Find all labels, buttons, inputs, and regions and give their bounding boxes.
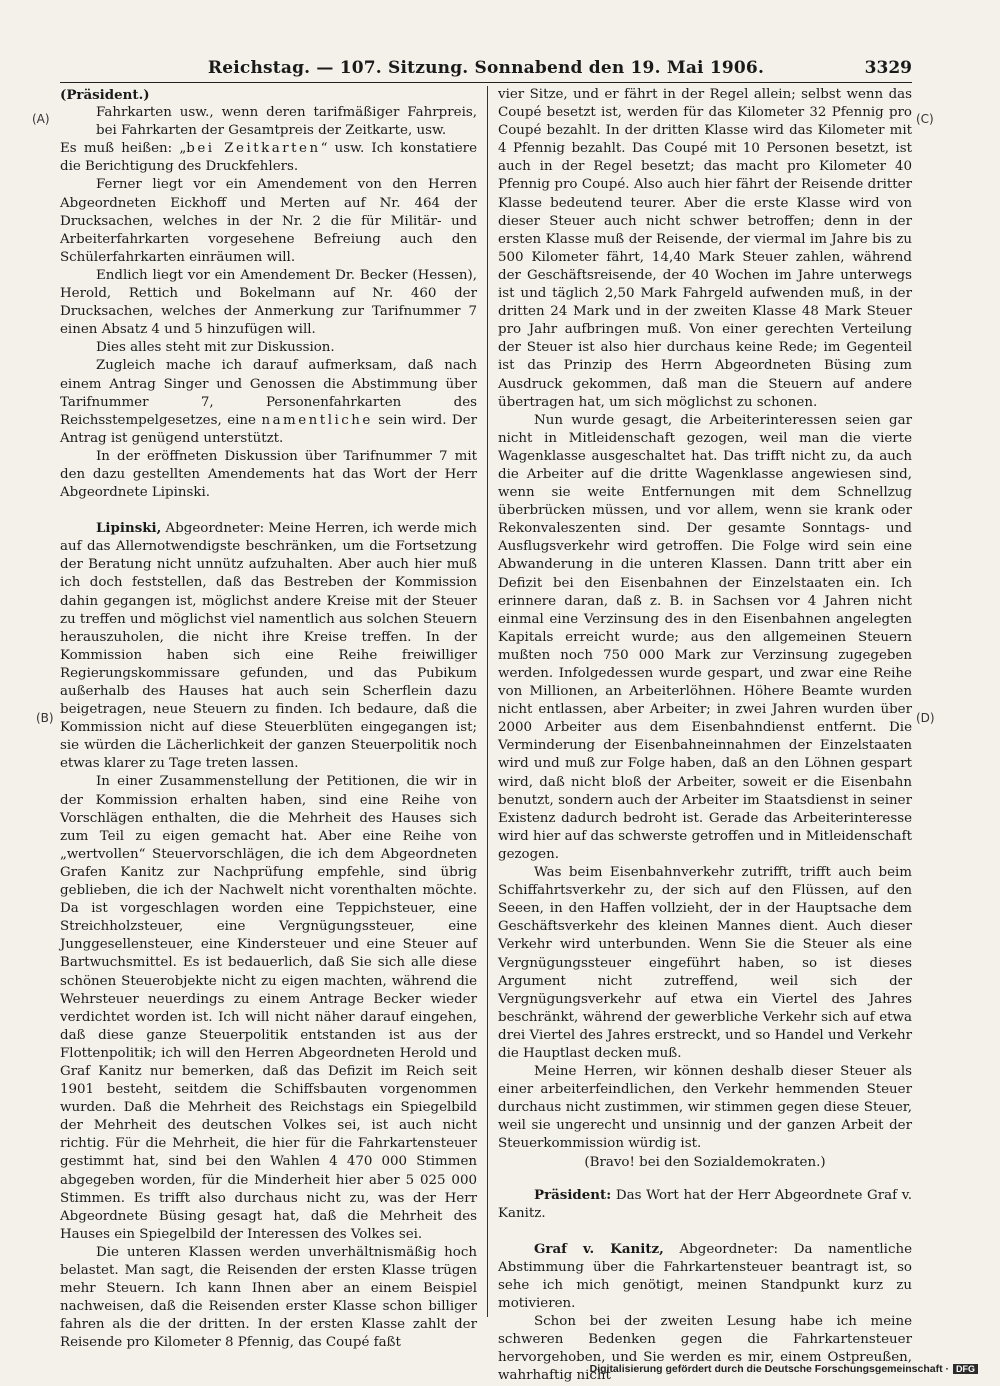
header-rule	[60, 82, 912, 83]
text-run: Das Wort hat der Herr Abgeordnete Graf v. Kanitz.	[498, 1187, 912, 1221]
speaker-head: (Präsident.)	[60, 87, 150, 103]
paragraph	[60, 140, 477, 176]
running-head-title: Reichstag. — 107. Sitzung. Sonnabend den 19. Mai 1906.	[207, 58, 765, 78]
applause-note: (Bravo! bei den Sozialdemokraten.)	[584, 1154, 826, 1170]
margin-mark-c: (C)	[916, 112, 934, 126]
paragraph: Nun wurde gesagt, die Arbeiterinteressen seien gar nicht in Mitleidenschaft gezogen, weil man die vierte Wagenklasse ausgeschaltet hat. Das trifft nicht zu, da auch die Arbeiter auf die dritte Wagenklasse angewiesen sind, wenn sie weite Entfernungen mit dem Schnellzug überbrücken müssen, und vor allem, wenn sie krank oder Rekonvaleszenten sind. Der gesamte Sonntags- und Ausflugsverkehr wird getroffen. Die Folge wird sein eine Abwanderung in die unteren Klassen. Dann tritt aber ein Defizit bei den Eisenbahnen der Einzelstaaten ein. Ich erinnere daran, daß z. B. in Sachsen vor 4 Jahren nicht einmal eine Verzinsung des in den Eisenbahnen angelegten Kapitals erreicht wurde; aus den allgemeinen Steuern mußten noch 750 000 Mark zur Verzinsung zugegeben werden. Infolgedessen wurde gespart, und zwar eine Reihe von Millionen, an Arbeiterlöhnen. Höhere Beamte wurden nicht entlassen, aber Arbeiter; in zwei Jahren wurden über 2000 Arbeiter aus dem Eisenbahndienst entfernt. Die Verminderung der Eisenbahneinnahmen der Einzelstaaten wird und muß zur Folge haben, daß an den Löhnen gespart wird, daß nicht bloß der Arbeiter, soweit er die Eisenbahn benutzt, sondern auch der Arbeiter im Staatsdienst in seiner Existenz dadurch bedroht ist. Gerade das Arbeiterinteresse wird hier auf das schwerste getroffen und in Mitleidenschaft gezogen.	[498, 412, 912, 862]
running-header	[60, 58, 912, 82]
speaker-name: Graf v. Kanitz,	[534, 1240, 664, 1257]
speaker-name: Lipinski,	[96, 520, 162, 537]
spaced-text: bei Zeitkarten	[186, 141, 321, 157]
speaker-role: Abgeordneter:	[663, 1241, 794, 1257]
paragraph: In einer Zusammenstellung der Petitionen, die wir in der Kommission erhalten haben, sind eine Reihe von Vorschlägen enthalten, die die Mehrheit des Hauses sich zum Teil zu eigen gemacht hat. Aber eine Reihe von „wertvollen“ Steuervorschlägen, die ich dem Abgeordneten Grafen Kanitz zur Nachprüfung empfehle, sind übrig geblieben, die ich der Nachwelt nicht vorenthalten möchte. Da ist vorgeschlagen worden eine Teppichsteuer, eine Streichholzsteuer, eine Vergnügungssteuer, eine Junggesellensteuer, eine Kindersteuer und eine Steuer auf Bartwuchsmittel. Es ist bedauerlich, daß Sie sich alle diese schönen Steuerobjekte nicht zu eigen machten, während die Wehrsteuer neuerdings zu einem Antrage Becker wieder verdichtet worden ist. Ich will nicht näher darauf eingehen, daß diese ganze Steuerpolitik entstanden ist aus der Flottenpolitik; ich will den Herren Abgeordneten Herold und Graf Kanitz nur bemerken, daß das Defizit im Reich seit 1901 besteht, seitdem die Schiffsbauten vorgenommen wurden. Daß die Mehrheit des Reichstags ein Spiegelbild der Mehrheit des deutschen Volkes sei, ist auch nicht richtig. Für die Mehrheit, die hier für die Fahrkartensteuer gestimmt hat, sind bei den Wahlen 4 470 000 Stimmen abgegeben worden, für die Minderheit hier aber 5 025 000 Stimmen. Es trifft also durchaus nicht zu, was der Herr Abgeordnete Büsing gesagt hat, daß die Mehrheit des Hauses ein Spiegelbild der Interessen des Volkes sei.	[60, 774, 477, 1242]
speech-president	[498, 1186, 912, 1223]
paragraph: Meine Herren, wir können deshalb dieser Steuer als einer arbeiterfeindlichen, den Verkehr hemmenden Steuer durchaus nicht zustimmen, wir stimmen gegen diese Steuer, weil sie ungerecht und unsinnig und der ganzen Arbeit der Steuerkommission würdig ist.	[498, 1064, 912, 1152]
text-run: Da namentliche Abstimmung über die Fahrkartensteuer beantragt ist, so sehe ich mich genötigt, meinen Standpunkt kurz zu motivieren.	[498, 1241, 913, 1312]
paragraph: vier Sitze, und er fährt in der Regel allein; selbst wenn das Coupé besetzt ist, werden für das Kilometer 32 Pfennig pro Coupé bezahlt. In der dritten Klasse wird das Kilometer mit 4 Pfennig bezahlt. Das Coupé mit 10 Personen besetzt, ist auch in der Regel besetzt; das macht pro Kilometer 40 Pfennig pro Coupé. Also auch hier fährt der Reisende dritter Klasse bedeutend teurer. Aber die erste Klasse wird von dieser Steuer auch nicht schwer betroffen; denn in der ersten Klasse muß der Reisende, der viermal im Jahre bis zu 500 Kilometer fährt, 14,40 Mark Steuer zahlen, während der Geschäftsreisende, der 40 Wochen im Jahre unterwegs ist und täglich 2,50 Mark Fahrgeld aufwenden muß, in der dritten 24 Mark und in der zweiten Klasse 48 Mark Steuer pro Jahr aufbringen muß. Von einer gerechten Verteilung der Steuer ist also hier durchaus keine Rede; im Gegenteil ist das Prinzip des Herrn Abgeordneten Büsing zum Ausdruck gekommen, daß man die Steuern auf andere übertragen hat, um sich möglichst zu schonen.	[498, 87, 912, 410]
paragraph: Die unteren Klassen werden unverhältnismäßig hoch belastet. Man sagt, die Reisenden der ersten Klasse trügen mehr Steuern. Ich kann Ihnen aber an einem Beispiel nachweisen, daß die Reisenden erster Klasse schon billiger fahren als die der dritten. In der ersten Klasse zahlt der Reisende pro Kilometer 8 Pfennig, das Coupé faßt	[60, 1244, 477, 1351]
speech-kanitz	[498, 1240, 912, 1313]
speaker-role: Abgeordneter:	[161, 521, 269, 537]
paragraph	[60, 357, 477, 447]
margin-mark-b: (B)	[36, 711, 54, 725]
paragraph: Was beim Eisenbahnverkehr zutrifft, trifft auch beim Schiffahrtsverkehr zu, der sich auf den Flüssen, auf den Seeen, in den Haffen vollzieht, der in der Hauptsache dem Geschäftsverkehr des kleinen Mannes dient. Auch dieser Verkehr wird unterbunden. Wenn Sie die Steuer als eine Vergnügungssteuer eingeführt haben, so ist dieses Argument nicht zutreffend, weil sich der Vergnügungsverkehr auf etwa ein Viertel des Jahres beschränkt, während der gewerbliche Verkehr sich auf etwa drei Viertel des Jahres erstreckt, und so Handel und Verkehr die Hauptlast decken muß.	[498, 865, 912, 1061]
text-run: Meine Herren, ich werde mich auf das Allernotwendigste beschränken, um die Fortsetzung der Beratung nicht unnütz aufzuhalten. Aber auch hier muß ich doch feststellen, daß das Bestreben der Kommission dahin gegangen ist, möglichst andere Kreise mit der Steuer zu treffen und möglichst viel namentlich aus solchen Steuern herauszuholen, die nicht ihre Kreise treffen. In der Kommission haben sich eine Reihe freiwilliger Regierungskommissare gefunden, und das Pubikum außerhalb des Hauses hat auch sein Scherflein dazu beigetragen, neue Steuern zu finden. Ich bedaure, daß die Kommission nicht auf diese Steuerblüten eingegangen ist; sie würden die Lächerlichkeit der ganzen Steuerpolitik noch etwas klarer zu Tage treten lassen.	[60, 521, 478, 772]
right-column	[498, 86, 912, 1386]
paragraph: Endlich liegt vor ein Amendement Dr. Becker (Hessen), Herold, Rettich und Bokelmann auf Nr. 460 der Drucksachen, welches der Anmerkung zur Tarifnummer 7 einen Absatz 4 und 5 hinzufügen will.	[60, 267, 477, 338]
paragraph: In der eröffneten Diskussion über Tarifnummer 7 mit den dazu gestellten Amendements hat das Wort der Herr Abgeordnete Lipinski.	[60, 448, 477, 501]
page-number: 3329	[864, 58, 912, 78]
margin-mark-d: (D)	[916, 711, 935, 725]
text-run: Zugleich mache ich darauf aufmerksam, daß nach einem Antrag Singer und Genossen die Abstimmung über Tarifnummer 7, Personenfahrkarten des Reichsstempelgesetzes, eine	[60, 358, 477, 428]
paragraph: Dies alles steht mit zur Diskussion.	[96, 340, 335, 356]
left-column	[60, 86, 477, 1352]
margin-mark-a: (A)	[32, 112, 50, 126]
spaced-text: namentliche	[261, 412, 373, 428]
paragraph: Schon bei der zweiten Lesung habe ich meine schweren Bedenken gegen die Fahrkartensteuer hervorgehoben, und Sie werden es mir, einem Ostpreußen, wahrhaftig nicht	[498, 1314, 912, 1384]
column-divider	[487, 86, 488, 1317]
speech-lipinski	[60, 519, 477, 773]
footer-text: Digitalisierung gefördert durch die Deutsche Forschungsgemeinschaft ·	[589, 1363, 949, 1375]
text-run: sein wird. Der Antrag ist genügend unterstützt.	[60, 412, 477, 446]
quoted-text: Fahrkarten usw., wenn deren tarifmäßiger Fahrpreis, bei Fahrkarten der Gesamtpreis der Zeitkarte, usw.	[96, 105, 477, 139]
dfg-logo: DFG	[953, 1364, 978, 1374]
speaker-name: Präsident:	[534, 1186, 612, 1203]
text-run: “ usw. Ich konstatiere die Berichtigung des Druckfehlers.	[60, 141, 477, 175]
paragraph: Ferner liegt vor ein Amendement von den Herren Abgeordneten Eickhoff und Merten auf Nr. 464 der Drucksachen, welches in der Nr. 2 die für Militär- und Arbeiterfahrkarten vorgesehene Befreiung auch den Schülerfahrkarten einräumen will.	[60, 177, 477, 265]
text-run: Es muß heißen: „	[60, 141, 187, 157]
footer-credit	[590, 1363, 978, 1375]
